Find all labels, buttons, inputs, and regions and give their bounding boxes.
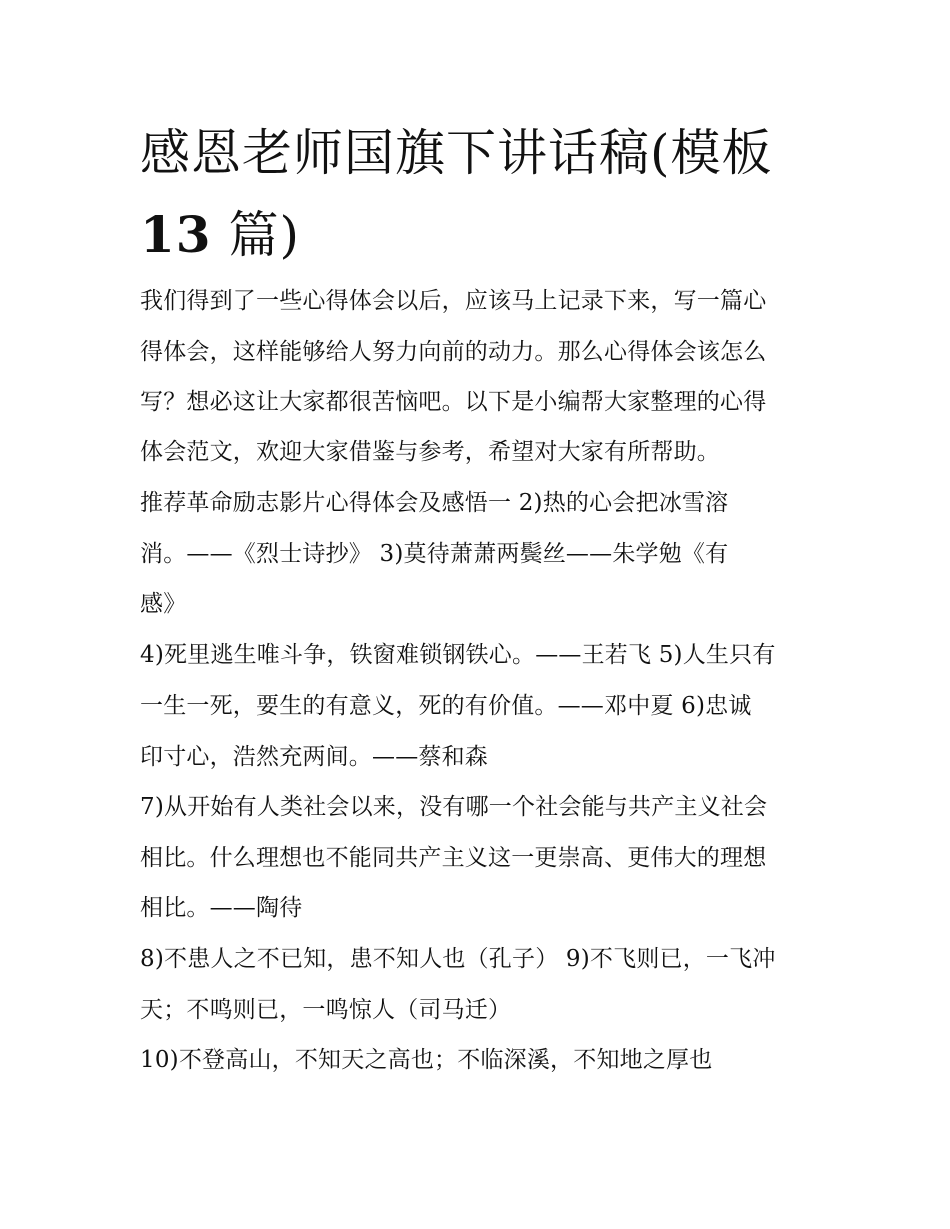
body-line-10: 印寸心，浩然充两间。——蔡和森 — [140, 744, 488, 770]
body-line-2: 得体会，这样能够给人努力向前的动力。那么心得体会该怎么 — [140, 339, 767, 365]
body-line-3: 写？想必这让大家都很苦恼吧。以下是小编帮大家整理的心得 — [140, 389, 767, 415]
title-number: 13 — [140, 205, 212, 264]
body-line-11: 7)从开始有人类社会以来，没有哪一个社会能与共产主义社会 — [140, 794, 768, 820]
body-line-1: 我们得到了一些心得体会以后，应该马上记录下来，写一篇心 — [140, 288, 767, 314]
body-line-4: 体会范文，欢迎大家借鉴与参考，希望对大家有所帮助。 — [140, 439, 720, 465]
body-line-5: 推荐革命励志影片心得体会及感悟一 2)热的心会把冰雪溶 — [140, 490, 729, 516]
body-line-6: 消。——《烈士诗抄》 3)莫待萧萧两鬓丝——朱学勉《有 — [140, 541, 729, 567]
body-line-12: 相比。什么理想也不能同共产主义这一更崇高、更伟大的理想 — [140, 845, 767, 871]
body-line-7: 感》 — [140, 591, 187, 617]
title-line-1: 感恩老师国旗下讲话稿(模板 — [140, 124, 773, 182]
body-line-9: 一生一死，要生的有意义，死的有价值。——邓中夏 6)忠诚 — [140, 693, 752, 719]
body-line-14: 8)不患人之不已知，患不知人也（孔子） 9)不飞则已，一飞冲 — [140, 946, 776, 972]
title-line-2: 篇) — [211, 206, 300, 264]
body-line-8: 4)死里逃生唯斗争，铁窗难锁钢铁心。——王若飞 5)人生只有 — [140, 642, 776, 668]
body-line-16: 10)不登高山，不知天之高也；不临深溪，不知地之厚也 — [140, 1047, 713, 1073]
body-line-15: 天；不鸣则已，一鸣惊人（司马迁） — [140, 997, 512, 1023]
body-line-13: 相比。——陶待 — [140, 895, 303, 921]
document-title — [140, 112, 820, 276]
